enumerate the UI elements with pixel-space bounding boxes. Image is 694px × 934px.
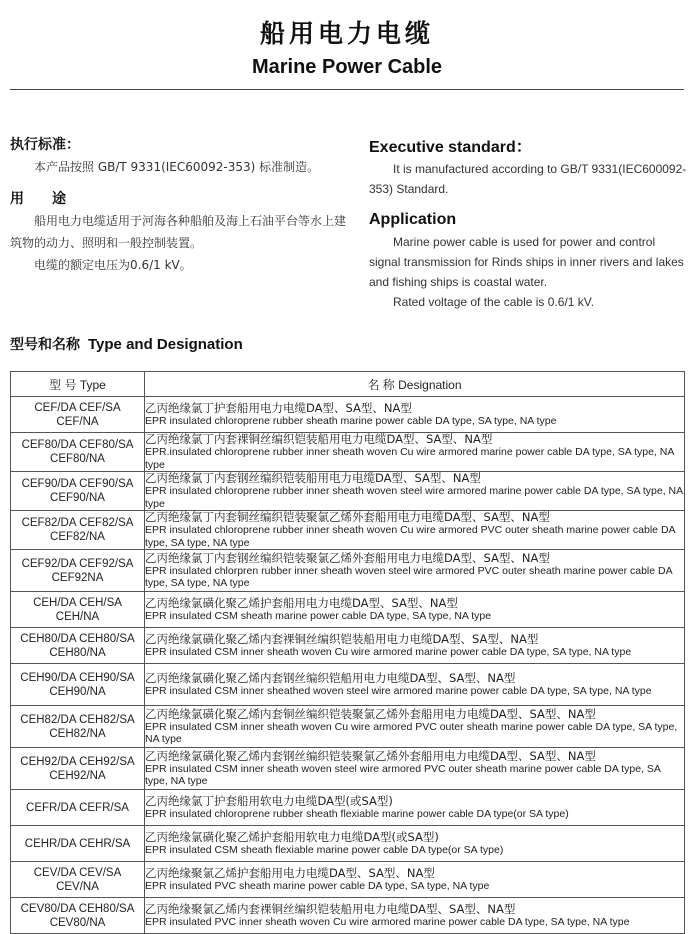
type-code-secondary: CEH82/NA <box>49 727 106 740</box>
designation-cell <box>145 397 685 433</box>
designation-en: EPR insulated CSM inner sheath woven Cu wire armored PVC outer sheath marine power cable DA type, SA type, NA type <box>145 720 678 745</box>
designation-cn: 乙丙绝缘氯磺化聚乙烯内套钢丝编织铠船用电力电缆DA型、SA型、NA型 <box>145 671 516 685</box>
title-divider <box>10 89 684 90</box>
type-cell <box>11 664 145 706</box>
designation-en: EPR insulated chlorpren rubber inner sheath woven steel wire armored PVC outer sheath marine power cable DA type, SA type, NA type <box>145 564 673 589</box>
designation-cell <box>145 628 685 664</box>
type-cell <box>11 862 145 898</box>
type-code-secondary: CEF/NA <box>56 415 99 428</box>
table-row <box>11 511 685 550</box>
designation-cell <box>145 706 685 748</box>
chinese-intro-column <box>10 134 350 276</box>
table-row <box>11 628 685 664</box>
designation-cn: 乙丙绝缘聚氯乙烯护套船用电力电缆DA型、SA型、NA型 <box>145 866 435 880</box>
designation-cn: 乙丙绝缘氯磺化聚乙烯内套钢丝编织铠装聚氯乙烯外套船用电力电缆DA型、SA型、NA型 <box>145 749 596 763</box>
page-title-cn: 船用电力电缆 <box>259 19 434 48</box>
table-row <box>11 706 685 748</box>
designation-cell <box>145 748 685 790</box>
table-row <box>11 664 685 706</box>
application-text-cn: 船用电力电缆适用于河海各种船舶及海上石油平台等水上建筑物的动力、照明和一般控制装置。 <box>10 214 347 250</box>
designation-en: EPR insulated chloroprene rubber inner sheath woven Cu wire armored PVC outer sheath marine power cable DA type, SA type, NA type <box>145 524 675 549</box>
type-column-header: 型 号 Type <box>11 372 145 397</box>
designation-en: EPR insulated PVC inner sheath woven Cu wire armored marine power cable DA type, SA type, NA type <box>145 915 630 928</box>
designation-cn: 乙丙绝缘氯丁护套船用电力电缆DA型、SA型、NA型 <box>145 401 412 415</box>
table-row <box>11 748 685 790</box>
application-text-en: Marine power cable is used for power and control signal transmission for Rinds ships in inner rivers and lakes and fishing ships is coastal water. <box>369 235 684 289</box>
type-cell <box>11 511 145 550</box>
type-code-primary: CEH/DA CEH/SA <box>33 596 122 609</box>
type-code-secondary: CEH92/NA <box>49 769 106 782</box>
type-cell <box>11 706 145 748</box>
designation-en: EPR insulated chloroprene rubber inner sheath woven steel wire armored marine power cable DA type, SA type, NA type <box>145 485 683 510</box>
application-heading-cn: 用途 <box>10 191 94 207</box>
designation-cell <box>145 790 685 826</box>
designation-cn: 乙丙绝缘氯磺化聚乙烯内套铜丝编织铠装聚氯乙烯外套船用电力电缆DA型、SA型、NA型 <box>145 707 596 721</box>
type-cell <box>11 748 145 790</box>
exec-standard-text-en: It is manufactured according to GB/T 9331(IEC600092-353) Standard. <box>369 162 687 196</box>
type-code-primary: CEH92/DA CEH92/SA <box>20 755 135 768</box>
type-code-primary: CEF90/DA CEF90/SA <box>21 478 134 490</box>
type-code-primary: CEHR/DA CEHR/SA <box>24 837 131 850</box>
type-cell <box>11 790 145 826</box>
exec-standard-heading-cn: 执行标准： <box>10 137 80 153</box>
type-cell <box>11 628 145 664</box>
type-code-primary: CEV/DA CEV/SA <box>33 866 122 879</box>
designation-en: EPR.insulated chloroprene rubber inner sheath woven Cu wire armored marine power cable DA type, SA type, NA type <box>145 446 674 471</box>
designation-en: EPR insulated CSM inner sheathed woven steel wire armored marine power cable DA type, SA type, NA type <box>145 684 652 697</box>
type-cell <box>11 898 145 934</box>
rated-voltage-text-cn: 电缆的额定电压为0.6/1 kV。 <box>34 258 192 272</box>
table-row <box>11 472 685 511</box>
designation-cn: 乙丙绝缘氯丁内套钢丝编织铠装聚氯乙烯外套船用电力电缆DA型、SA型、NA型 <box>145 551 550 565</box>
designation-en: EPR insulated CSM inner sheath woven steel wire armored PVC outer sheath marine power cable DA type, SA type, NA type <box>145 762 661 787</box>
type-cell <box>11 550 145 592</box>
type-code-primary: CEH82/DA CEH82/SA <box>20 713 135 726</box>
type-designation-heading-cn: 型号和名称 <box>10 337 80 353</box>
type-code-secondary: CEF90/NA <box>50 492 105 504</box>
exec-standard-heading-en: Executive standard： <box>369 139 532 156</box>
designation-cell <box>145 550 685 592</box>
designation-en: EPR insulated CSM sheath flexiable marine power cable DA type(or SA type) <box>145 843 504 856</box>
type-code-secondary: CEF80/NA <box>50 453 105 465</box>
designation-en: EPR insulated chloroprene rubber sheath marine power cable DA type, SA type, NA type <box>145 414 557 427</box>
table-row <box>11 898 685 934</box>
type-code-primary: CEV80/DA CEH80/SA <box>20 902 135 915</box>
table-row <box>11 550 685 592</box>
type-code-secondary: CEH90/NA <box>49 685 106 698</box>
table-header-row <box>11 372 685 397</box>
english-intro-column <box>369 134 689 312</box>
type-code-primary: CEF/DA CEF/SA <box>34 401 121 414</box>
type-cell <box>11 397 145 433</box>
designation-cell <box>145 862 685 898</box>
type-code-secondary: CEF92NA <box>51 571 104 584</box>
designation-cn: 乙丙绝缘氯磺化聚乙烯内套裸铜丝编织铠装船用电力电缆DA型、SA型、NA型 <box>145 632 539 646</box>
designation-cell <box>145 592 685 628</box>
type-code-primary: CEF82/DA CEF82/SA <box>21 517 134 529</box>
type-code-primary: CEH80/DA CEH80/SA <box>20 632 135 645</box>
rated-voltage-text-en: Rated voltage of the cable is 0.6/1 kV. <box>393 295 595 309</box>
designation-en: EPR insulated CSM sheath marine power cable DA type, SA type, NA type <box>145 609 492 622</box>
table-row <box>11 790 685 826</box>
type-code-secondary: CEV80/NA <box>49 916 106 929</box>
designation-cell <box>145 898 685 934</box>
type-code-secondary: CEH/NA <box>55 610 100 623</box>
type-code-primary: CEF80/DA CEF80/SA <box>21 439 134 451</box>
page-title-en: Marine Power Cable <box>251 56 443 78</box>
type-cell <box>11 826 145 862</box>
designation-cell <box>145 511 685 550</box>
table-row <box>11 592 685 628</box>
table-row <box>11 826 685 862</box>
exec-standard-text-cn: 本产品按照 GB/T 9331(IEC60092-353) 标准制造。 <box>34 160 320 174</box>
type-designation-heading-en: Type and Designation <box>88 336 243 353</box>
designation-cn: 乙丙绝缘氯磺化聚乙烯护套船用电力电缆DA型、SA型、NA型 <box>145 596 458 610</box>
table-row <box>11 862 685 898</box>
designation-cn: 乙丙绝缘氯丁内套裸铜丝编织铠装船用电力电缆DA型、SA型、NA型 <box>145 433 493 446</box>
designation-cell <box>145 433 685 472</box>
type-cell <box>11 433 145 472</box>
type-designation-heading <box>10 334 243 354</box>
table-row <box>11 433 685 472</box>
designation-cn: 乙丙绝缘聚氯乙烯内套裸铜丝编织铠装船用电力电缆DA型、SA型、NA型 <box>145 902 516 916</box>
application-heading-en: Application <box>369 211 457 228</box>
type-code-primary: CEFR/DA CEFR/SA <box>26 801 129 814</box>
table-row <box>11 397 685 433</box>
designation-column-header: 名 称 Designation <box>145 372 685 397</box>
designation-en: EPR insulated PVC sheath marine power cable DA type, SA type, NA type <box>145 879 490 892</box>
type-code-primary: CEH90/DA CEH90/SA <box>20 671 135 684</box>
designation-cn: 乙丙绝缘氯丁护套船用软电力电缆DA型(或SA型) <box>145 794 393 808</box>
type-code-secondary: CEV/NA <box>56 880 99 893</box>
type-cell <box>11 472 145 511</box>
designation-cell <box>145 664 685 706</box>
designation-cell <box>145 472 685 511</box>
type-cell <box>11 592 145 628</box>
designation-cell <box>145 826 685 862</box>
designation-cn: 乙丙绝缘氯丁内套铜丝编织铠装聚氯乙烯外套船用电力电缆DA型、SA型、NA型 <box>145 511 550 524</box>
type-designation-table <box>10 371 685 934</box>
designation-cn: 乙丙绝缘氯磺化聚乙烯护套船用软电力电缆DA型(或SA型) <box>145 830 439 844</box>
type-code-secondary: CEF82/NA <box>50 531 105 543</box>
designation-cn: 乙丙绝缘氯丁内套钢丝编织铠装船用电力电缆DA型、SA型、NA型 <box>145 472 481 485</box>
type-code-primary: CEF92/DA CEF92/SA <box>21 557 134 570</box>
type-code-secondary: CEH80/NA <box>49 646 106 659</box>
designation-en: EPR insulated chloroprene rubber sheath flexiable marine power cable DA type(or SA type) <box>145 807 569 820</box>
designation-en: EPR insulated CSM inner sheath woven Cu wire armored marine power cable DA type, SA type, NA type <box>145 645 632 658</box>
